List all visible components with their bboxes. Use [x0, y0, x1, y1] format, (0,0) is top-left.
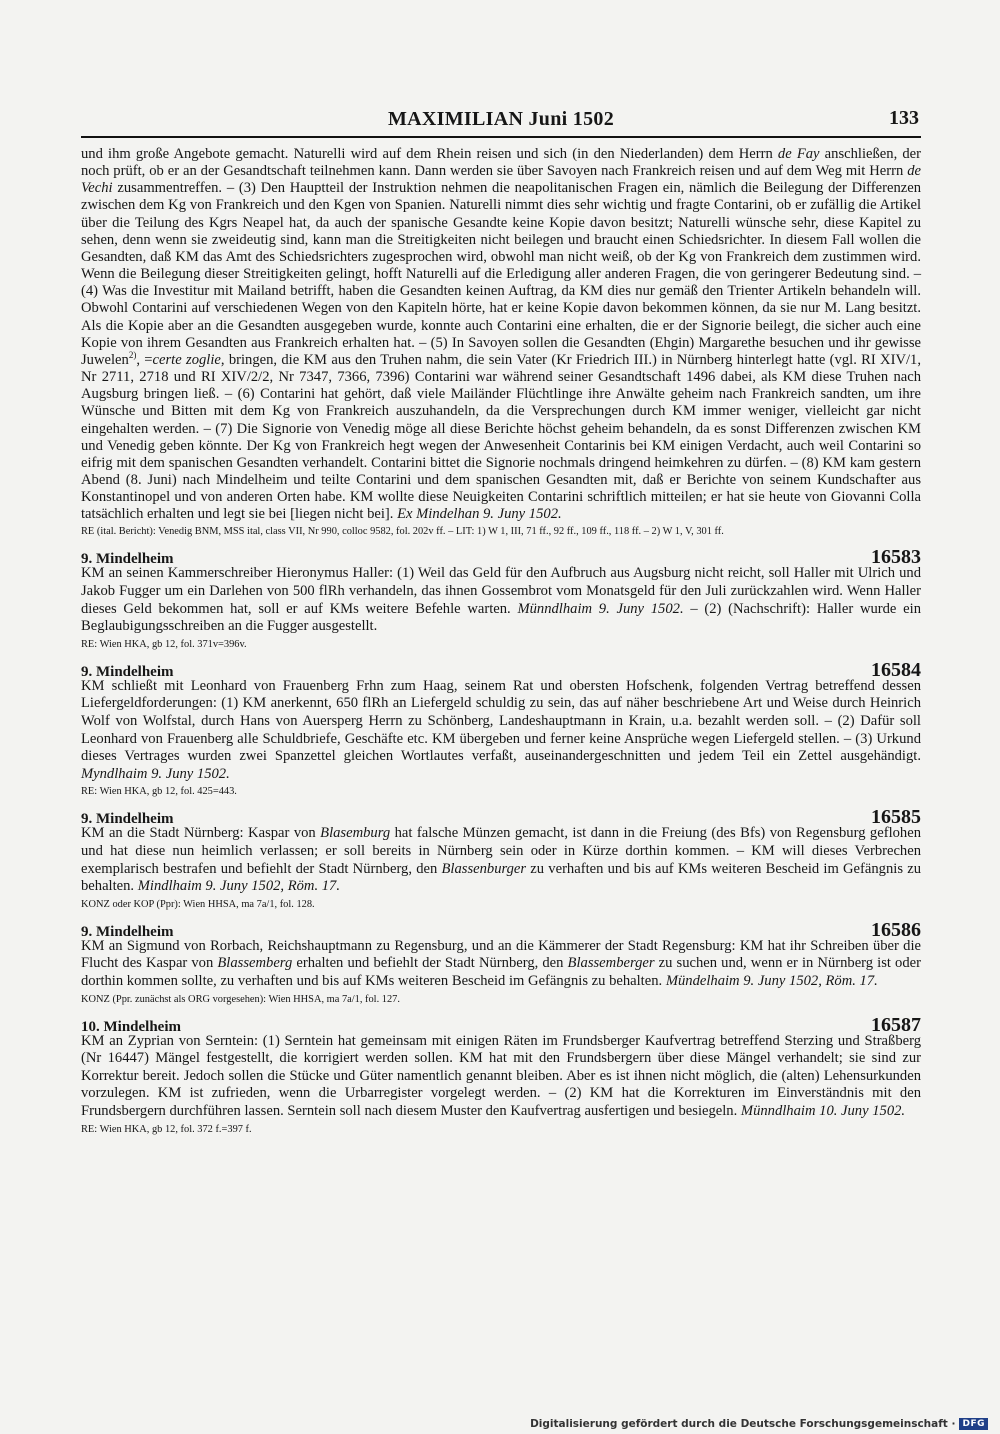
entry-number: 16583 [871, 546, 921, 569]
italic-run: Mündelhaim 9. Juny 1502, Röm. 17. [665, 972, 878, 989]
entry-location: 9. Mindelheim [81, 923, 174, 940]
italic-run: Mindlhaim 9. Juny 1502, Röm. 17. [137, 878, 340, 895]
continuation-block [81, 146, 921, 538]
italic-run: Münndlhaim 10. Juny 1502. [740, 1102, 906, 1119]
source-note: RE: Wien HKA, gb 12, fol. 425=443. [81, 786, 237, 798]
text-run: zu verhaften und bis auf KMs weiteren Bescheid im Gefängnis zu behalten. [81, 860, 921, 895]
source-note: RE: Wien HKA, gb 12, fol. 371v=396v. [81, 638, 247, 650]
continuation-paragraph [81, 146, 921, 523]
italic-run: Blassemberger [567, 955, 655, 972]
entry-header [81, 1013, 921, 1036]
italic-run: de Fay [777, 146, 820, 162]
running-title: MAXIMILIAN Juni 1502 [387, 108, 615, 130]
entry-text [81, 678, 921, 784]
entry-text [81, 825, 921, 895]
text-run: erhalten und befiehlt der Stadt Nürnberg, den [292, 955, 568, 972]
regest-entry [81, 806, 921, 910]
text-run: KM an seinen Kammerschreiber Hieronymus Haller: (1) Weil das Geld für den Aufbruch aus Augsburg nicht reicht, soll Haller mit Ulrich und Jakob Fugger um ein Darlehen von 500 flRh verhandeln, das ihnen Gossembrot vom Monatsgeld für den Juli zurückzahlen wird. Wenn Haller dieses Geld bekommen hat, soll er auf KMs weitere Befehle warten. [81, 565, 921, 617]
italic-run: Blasemburg [320, 825, 391, 842]
text-run: KM an Sigmund von Rorbach, Reichshauptmann zu Regensburg, und an die Kämmerer der Stadt Regensburg: KM hat ihr Schreiben über die Flucht des Kaspar von [81, 937, 921, 972]
footnote-marker: 2) [128, 350, 137, 361]
italic-run: de Vechi [81, 163, 921, 197]
entry-location: 9. Mindelheim [81, 663, 174, 680]
italic-run: Blassenburger [441, 860, 527, 877]
text-run: KM an die Stadt Nürnberg: Kaspar von [81, 825, 321, 842]
funding-text: Digitalisierung gefördert durch die Deutsche Forschungsgemeinschaft · [530, 1418, 956, 1430]
italic-run: Ex Mindelhan 9. Juny 1502. [397, 506, 562, 523]
source-note: RE: Wien HKA, gb 12, fol. 372 f.=397 f. [81, 1123, 252, 1135]
entry-text [81, 938, 921, 991]
regest-entry [81, 546, 921, 650]
entry-location: 9. Mindelheim [81, 551, 174, 568]
regest-entry [81, 919, 921, 1006]
text-run: anschließen, der noch prüft, ob er an der Gesandtschaft teilnehmen kann. Dann werden sie über Savoyen nach Frankreich reisen und auf dem Weg mit Herrn [81, 146, 921, 180]
page [81, 104, 921, 1136]
entry-header [81, 806, 921, 829]
italic-run: Myndlhaim 9. Juny 1502. [81, 765, 230, 782]
entry-header [81, 658, 921, 681]
entry-location: 10. Mindelheim [81, 1018, 181, 1035]
entry-header [81, 918, 921, 941]
entry-location: 9. Mindelheim [81, 811, 174, 828]
text-run: , = [136, 351, 153, 368]
text-run: zu suchen und, wenn er in Nürnberg ist oder dorthin kommen sollte, zu verhaften und bis auf KMs weiteren Bescheid im Gefängnis zu behalten. [81, 955, 921, 989]
entry-header [81, 546, 921, 569]
entry-number: 16586 [871, 918, 921, 941]
regest-entry [81, 1014, 921, 1136]
text-run: hat falsche Münzen gemacht, ist dann in die Freiung (des Bfs) von Regensburg geflohen und hat diese nun heimlich verlassen; er soll bereits in Nürnberg sein oder in Kürze dorthin kommen. – KM will dieses Verbrechen exemplarisch bestrafen und befiehlt der Stadt Nürnberg, den [81, 825, 921, 877]
italic-run: Blassemberg [217, 955, 293, 972]
text-run: und ihm große Angebote gemacht. Naturelli wird auf dem Rhein reisen und sich (in den Niederlanden) dem Herrn [81, 146, 778, 162]
dfg-logo-icon: DFG [959, 1418, 988, 1430]
italic-run: Münndlhaim 9. Juny 1502. [517, 600, 684, 617]
entry-text [81, 1033, 921, 1121]
text-run: KM schließt mit Leonhard von Frauenberg Frhn zum Haag, seinem Rat und obersten Hofschenk, folgenden Vertrag betreffend dessen Liefergeldforderungen: (1) KM anerkennt, 650 flRh an Liefergeld schuldig zu sein, das auf näher beschriebene Art und Weise durch Heinrich Wolf von Wolfstal, durch Hans von Auersperg Herrn zu Schönberg, Landeshauptmann in Krain, u.a. bezahlt werden soll. – (2) Dafür soll Leonhard von Frauenberg alle Schuldbriefe, Geschäfte etc. KM übergeben und ferner keine Ansprüche wegen Liefergeld stellen. – (3) Urkund dieses Vertrages wurden zwei Spanzettel gleichen Wortlautes verfaßt, auseinandergeschnitten und jedem Teil ein Zettel ausgehändigt. [81, 677, 921, 765]
entry-number: 16587 [871, 1013, 921, 1036]
page-number: 133 [889, 107, 919, 129]
source-note: RE (ital. Bericht): Venedig BNM, MSS ital, class VII, Nr 990, colloc 9582, fol. 202v ff. – LIT: 1) W 1, III, 71 ff., 92 ff., 109 ff., 118 ff. – 2) W 1, V, 301 ff. [81, 526, 724, 538]
entry-number: 16585 [871, 806, 921, 829]
source-note: KONZ (Ppr. zunächst als ORG vorgesehen): Wien HHSA, ma 7a/1, fol. 127. [81, 993, 400, 1005]
text-run: zusammentreffen. – (3) Den Hauptteil der Instruktion nehmen die neapolitanischen Fragen ein, nämlich die Beilegung der Differenzen zwischen dem Kg von Frankreich und den Kgen von Spanien. Naturelli nimmt dies sehr wichtig und fragte Contarini, ob er zufällig die Artikel über die Teilung des Kgrs Neapel hat, da auch der spanische Gesandte keine Kopie davon besitzt; Naturelli wünsche sehr, diese Kapitel zu sehen, denn wenn sie zweideutig sind, kann man die Streitigkeiten nicht beilegen und braucht einen Schiedsrichter. In diesem Fall wollen die Gesandten, daß KM das Amt des Schiedsrichters zugesprochen wird, obwohl man nicht weiß, ob der Kg von Frankreich dem zustimmen wird. Wenn die Beilegung dieser Streitigkeiten gelingt, hofft Naturelli auf die Erledigung aller anderen Fragen, die von geringerer Bedeutung sind. – (4) Was die Investitur mit Mailand betrifft, haben die Gesandten keinen Auftrag, da KM dies nur gemäß den Trienter Artikeln behandeln will. Obwohl Contarini auf verschiedenen Wegen von den Kapiteln hörte, hat er keine Kopie davon bekommen können, da sie nur M. Lang besitzt. Als die Kopie aber an die Gesandten ausgegeben wurde, konnte auch Contarini eine erhalten, die er der Signorie beilegt, die sicher auch eine Kopie von ihrem Gesandten aus Frankreich erhalten hat. – (5) In Savoyen sollen die Gesandten (Ehgin) Margarethe besuchen und ihr gewisse Juwelen [81, 180, 921, 368]
entry-number: 16584 [871, 658, 921, 681]
running-head [81, 104, 921, 138]
entry-text [81, 565, 921, 635]
text-run: KM an Zyprian von Serntein: (1) Serntein hat gemeinsam mit einigen Räten im Frundsberger Kaufvertrag betreffend Sterzing und Straßberg (Nr 16447) Mängel festgestellt, die korrigiert werden sollen. KM hat mit den Frundsbergern über diese Mängel verhandelt; sie sind zur Korrektur bereit. Jedoch sollen die Stücke und Güter namentlich genannt bleiben. Aber es ist ihnen nicht möglich, die (alten) Lehensurkunden vorzulegen. KM ist zufrieden, wenn die Urbarregister vorgelegt werden. – (2) KM hat die Korrekturen im Einverständnis mit den Frundsbergern durchführen lassen. Serntein soll nach diesem Muster den Kaufvertrag ausfertigen und besiegeln. [81, 1032, 921, 1119]
regest-entry [81, 659, 921, 799]
source-note: KONZ oder KOP (Ppr): Wien HHSA, ma 7a/1, fol. 128. [81, 898, 315, 910]
text-run: – (2) (Nachschrift): Haller wurde ein Beglaubigungsschreiben an die Fugger ausgestellt. [81, 600, 921, 635]
text-run: , bringen, die KM aus den Truhen nahm, die sein Vater (Kr Friedrich III.) in Nürnberg hinterlegt hatte (vgl. RI XIV/1, Nr 2711, 2718 und RI XIV/2/2, Nr 7347, 7366, 7396) Contarini war während seiner Gesandtschaft 1496 dabei, als KM diese Truhen nach Augsburg bringen ließ. – (6) Contarini hat gehört, daß viele Mailänder Flüchtlinge ihre Anwälte geheim nach Frankreich sandten, um ihre Wünsche und Bitten mit dem Kg von Frankreich auszuhandeln, da die Versprechungen durch KM immer weniger, vielleicht gar nicht eingehalten werden. – (7) Die Signorie von Venedig möge all diese Berichte höchst geheim behandeln, da es sonst Differenzen zwischen KM und Venedig geben könnte. Der Kg von Frankreich hegt wegen der Anwesenheit Contarinis bei KM einigen Verdacht, auch weil Contarini so eifrig mit dem spanischen Gesandten verhandelt. Contarini bittet die Signorie nochmals dringend heimkehren zu dürfen. – (8) KM kam gestern Abend (8. Juni) nach Mindelheim und teilte Contarini und dem spanischen Gesandten mit, daß er Berichte von seinem Kundschafter aus Konstantinopel und von anderen Orten habe. KM wollte diese Neuigkeiten Contarini schriftlich mitteilen; er hat sie heute von Giovanni Colla tatsächlich erhalten und legt sie bei [liegen nicht bei]. [81, 351, 921, 523]
italic-run: certe zoglie [152, 351, 221, 368]
funding-footer [530, 1418, 988, 1430]
